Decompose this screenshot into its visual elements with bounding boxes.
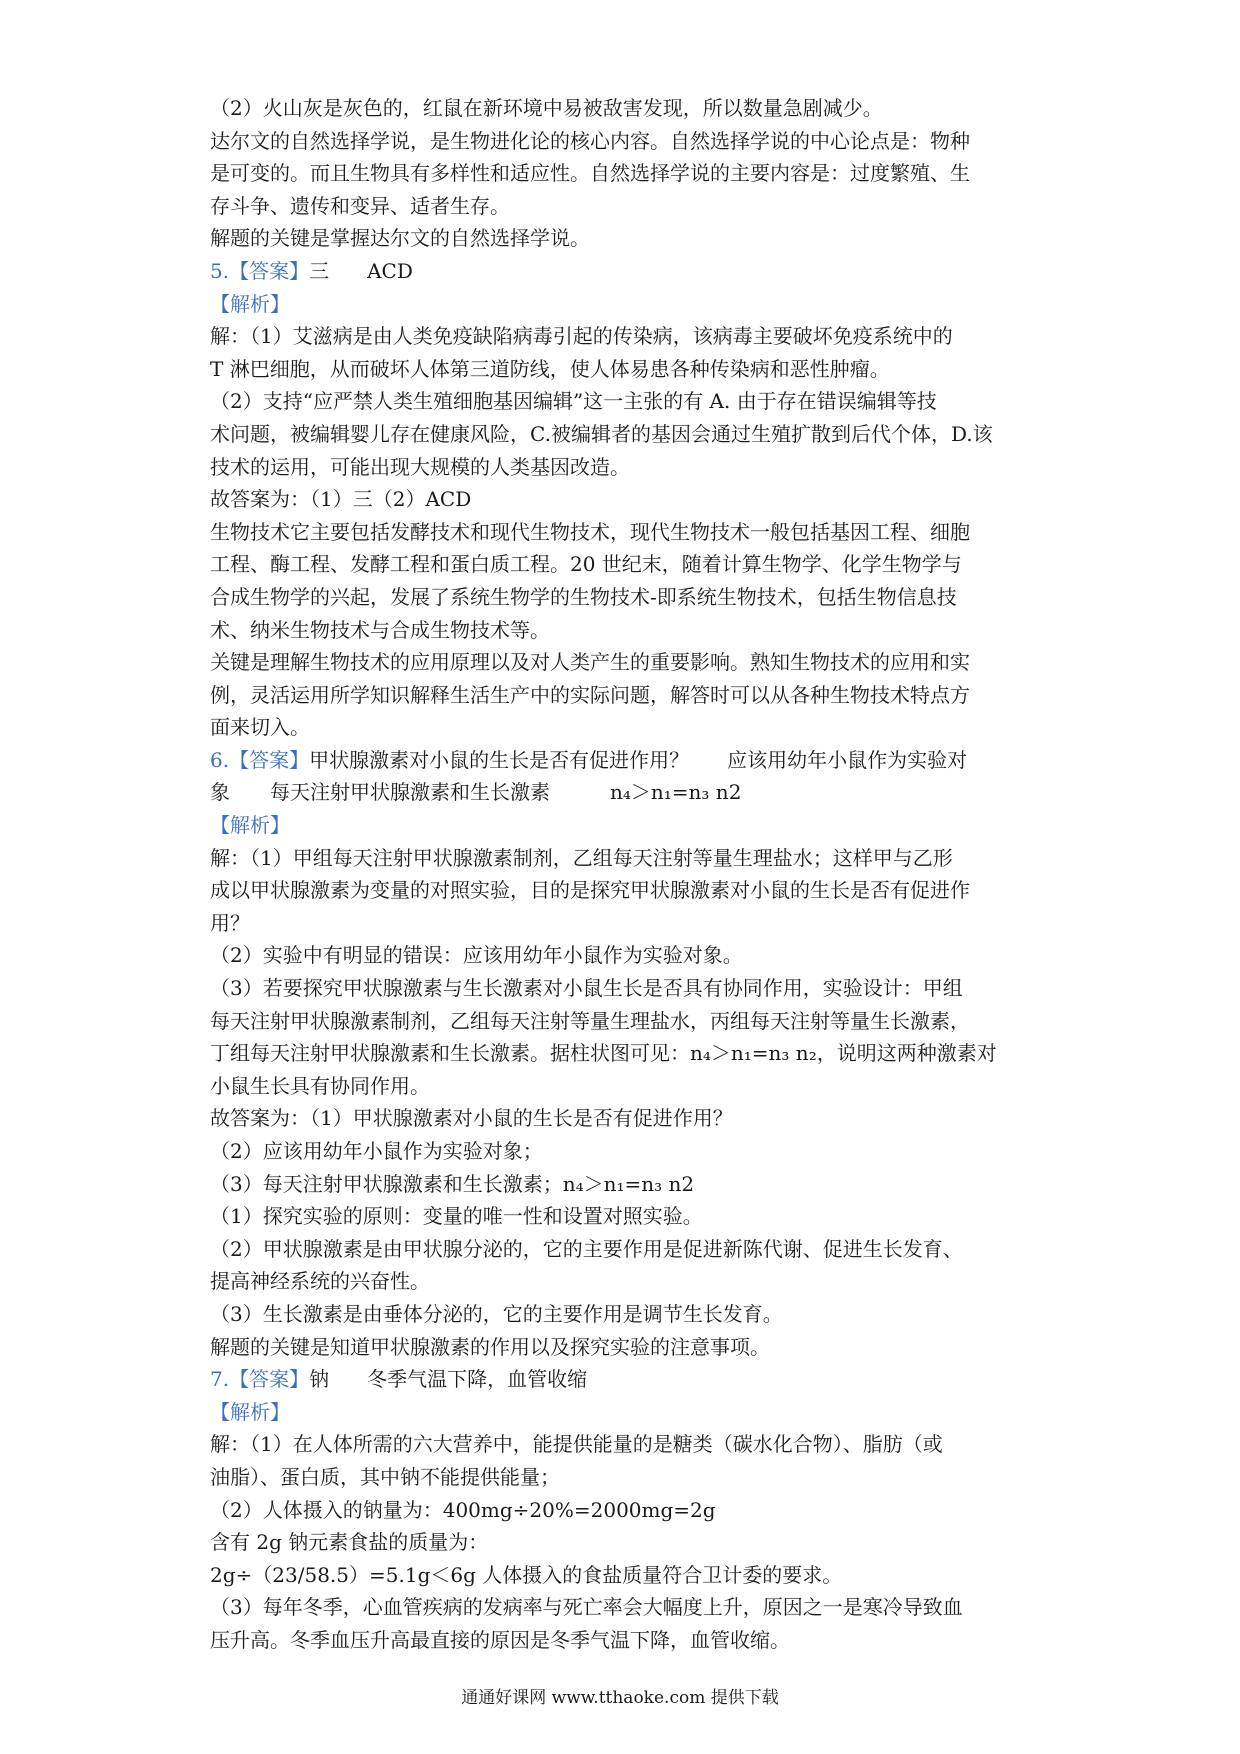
text-line: 存斗争、遗传和变异、适者生存。: [210, 193, 510, 218]
text-line: 解题的关键是掌握达尔文的自然选择学说。: [210, 226, 590, 251]
text-line: 故答案为：（1）甲状腺激素对小鼠的生长是否有促进作用？: [210, 1106, 733, 1131]
document-body: [210, 92, 1040, 1657]
text-line: 技术的运用，可能出现大规模的人类基因改造。: [210, 454, 630, 479]
answer-line: [210, 1363, 1040, 1396]
text-line: 象 每天注射甲状腺激素和生长激素 n₄＞n₁=n₃ n2: [210, 780, 742, 805]
text-line: （2）支持“应严禁人类生殖细胞基因编辑”这一主张的有 A. 由于存在错误编辑等技: [210, 389, 937, 414]
answer-part: 应该用幼年小鼠作为实验对: [727, 747, 968, 772]
question-number: 7.: [210, 1367, 230, 1392]
answer-line: [210, 255, 1040, 288]
text-line: 解题的关键是知道甲状腺激素的作用以及探究实验的注意事项。: [210, 1334, 770, 1359]
answer-line: [210, 744, 1040, 777]
text-line: 压升高。冬季血压升高最直接的原因是冬季气温下降，血管收缩。: [210, 1627, 790, 1652]
text-line: 油脂）、蛋白质，其中钠不能提供能量；: [210, 1464, 560, 1489]
text-line: 2g÷（23/58.5）=5.1g＜6g 人体摄入的食盐质量符合卫计委的要求。: [210, 1562, 843, 1587]
text-line: 成以甲状腺激素为变量的对照实验，目的是探究甲状腺激素对小鼠的生长是否有促进作: [210, 878, 970, 903]
text-line: 解：（1）艾滋病是由人类免疫缺陷病毒引起的传染病，该病毒主要破坏免疫系统中的: [210, 324, 953, 349]
text-line: （3）每天注射甲状腺激素和生长激素；n₄＞n₁=n₃ n2: [210, 1171, 695, 1196]
text-line: （2）甲状腺激素是由甲状腺分泌的，它的主要作用是促进新陈代谢、促进生长发育、: [210, 1236, 963, 1261]
text-line: （2）火山灰是灰色的，红鼠在新环境中易被敌害发现，所以数量急剧减少。: [210, 96, 883, 120]
text-line: （3）若要探究甲状腺激素与生长激素对小鼠生长是否具有协同作用，实验设计：甲组: [210, 976, 963, 1001]
text-line: 丁组每天注射甲状腺激素和生长激素。据柱状图可见：n₄＞n₁=n₃ n₂，说明这两种激素对: [210, 1041, 997, 1066]
analysis-heading: 【解析】: [210, 291, 290, 316]
text-line: （2）人体摄入的钠量为：400mg÷20%=2000mg=2g: [210, 1497, 716, 1522]
answer-part: 钠: [309, 1367, 330, 1392]
answer-tag: 【答案】: [229, 1367, 310, 1392]
text-line: 术问题，被编辑婴儿存在健康风险，C.被编辑者的基因会通过生殖扩散到后代个体，D.该: [210, 421, 993, 446]
answer-part: 三: [309, 258, 330, 283]
analysis-heading: 【解析】: [210, 1399, 290, 1424]
text-line: 是可变的。而且生物具有多样性和适应性。自然选择学说的主要内容是：过度繁殖、生: [210, 161, 970, 186]
page-footer: 通通好课网 www.tthaoke.com 提供下载: [461, 1688, 779, 1708]
analysis-heading: 【解析】: [210, 813, 290, 838]
text-line: 面来切入。: [210, 715, 310, 740]
answer-part: 冬季气温下降，血管收缩: [367, 1367, 588, 1392]
question-number: 6.: [210, 747, 230, 772]
text-line: （3）生长激素是由垂体分泌的，它的主要作用是调节生长发育。: [210, 1301, 783, 1326]
text-line: 关键是理解生物技术的应用原理以及对人类产生的重要影响。熟知生物技术的应用和实: [210, 650, 970, 675]
answer-part: 甲状腺激素对小鼠的生长是否有促进作用？: [309, 747, 690, 772]
text-line: 例，灵活运用所学知识解释生活生产中的实际问题，解答时可以从各种生物技术特点方: [210, 682, 970, 707]
text-line: T 淋巴细胞，从而破坏人体第三道防线，使人体易患各种传染病和恶性肿瘤。: [210, 356, 890, 381]
text-line: （2）实验中有明显的错误：应该用幼年小鼠作为实验对象。: [210, 943, 743, 968]
text-line: （2）应该用幼年小鼠作为实验对象；: [210, 1139, 543, 1163]
text-line: 合成生物学的兴起，发展了系统生物学的生物技术-即系统生物技术，包括生物信息技: [210, 584, 957, 609]
text-line: （3）每年冬季，心血管疾病的发病率与死亡率会大幅度上升，原因之一是寒冷导致血: [210, 1595, 963, 1620]
answer-part: ACD: [367, 258, 413, 283]
text-line: 用？: [210, 910, 250, 935]
text-line: 生物技术它主要包括发酵技术和现代生物技术，现代生物技术一般包括基因工程、细胞: [210, 519, 970, 544]
answer-tag: 【答案】: [229, 747, 310, 772]
text-line: 提高神经系统的兴奋性。: [210, 1269, 430, 1294]
answer-tag: 【答案】: [229, 258, 310, 283]
text-line: 工程、酶工程、发酵工程和蛋白质工程。20 世纪末，随着计算生物学、化学生物学与: [210, 552, 962, 577]
text-line: 小鼠生长具有协同作用。: [210, 1073, 430, 1098]
text-line: 达尔文的自然选择学说，是生物进化论的核心内容。自然选择学说的中心论点是：物种: [210, 128, 970, 153]
text-line: 解：（1）甲组每天注射甲状腺激素制剂，乙组每天注射等量生理盐水；这样甲与乙形: [210, 845, 953, 870]
text-line: 解：（1）在人体所需的六大营养中，能提供能量的是糖类（碳水化合物）、脂肪（或: [210, 1432, 943, 1457]
text-line: （1）探究实验的原则：变量的唯一性和设置对照实验。: [210, 1204, 703, 1229]
text-line: 术、纳米生物技术与合成生物技术等。: [210, 617, 550, 642]
text-line: 每天注射甲状腺激素制剂，乙组每天注射等量生理盐水，丙组每天注射等量生长激素，: [210, 1008, 970, 1033]
text-line: 故答案为：（1）三（2）ACD: [210, 487, 472, 512]
text-line: 含有 2g 钠元素食盐的质量为：: [210, 1530, 489, 1555]
question-number: 5.: [210, 258, 230, 283]
